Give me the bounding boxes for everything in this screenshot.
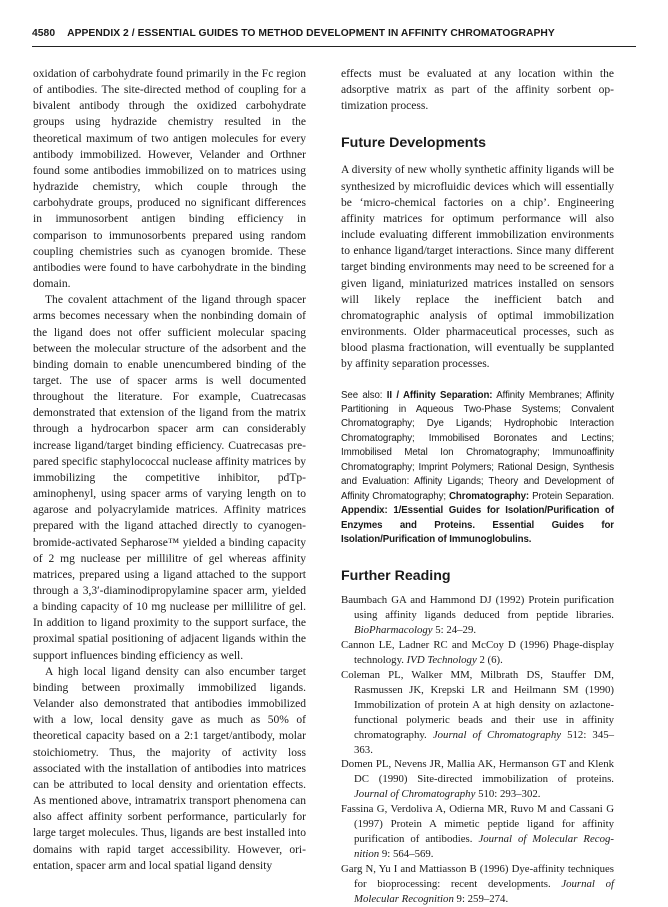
header-rule (32, 46, 636, 47)
body-paragraph-continued: effects must be evaluated at any location within the adsorptive matrix as part of the affinity sorbent optimization process. (341, 68, 614, 113)
left-column (33, 66, 306, 874)
reference-item: Coleman PL, Walker MM, Milbrath DS, Stauffer DM, Rasmussen JK, Krepski LR and Heilmann SM (1990) Immobilization of protein A at high density on azlactone-functional polymeric beads and their use in affinity chromatography. Journal of Chromatography 512: 345–363. (341, 669, 615, 756)
body-paragraph-3: A high local ligand density can also encumber target binding between proximally immobilized ligands. Velander also demonstrated that antibodies immobilized with a low, local density gave as much as 50% of theoretical capacity based on a 2:1 target/antibody, molar stoichiometry. Thus, the majority of activity loss associated with the installation of antibodies into matrices can be attributed to local density and orientation effects. As mentioned above, intramatrix transport phenomena can also affect affinity sorbent performance, particularly for large target molecules. Thus, ligands are best installed into domains with rapid target accessibility. However, orientation, spacer arm and local spatial ligand density (33, 665, 306, 872)
body-paragraph-1: oxidation of carbohydrate found primarily in the Fc region of antibodies. The site-directed method of coupling for a bivalent antibody through the oxidized carbohydrate groups using hydrazide chemistry resulted in the theoretical maximum of two antigen molecules for every antibody immobilized. However, Velander and Orthner found some antibodies immobilized on to matrices using hydrazide chemistry, which couple through the carbohydrate groups, produced no significant differences in immunosorbent antigen binding efficiency in comparison to immunosorbents prepared using random coupling chemistries such as cyanogen bromide. These antibodies were found to have carbohydrate in the binding domain. (33, 68, 306, 291)
reference-item: Baumbach GA and Hammond DJ (1992) Protein purification using affinity ligands deduced from peptide libraries. BioPharmacology 5: 24–29. (341, 594, 614, 637)
see-also-appendix[interactable]: Appendix: 1/Essential Guides for Isolation/Purification of Enzymes and Proteins. Essential Guides for Isolation/Purification of Immunoglobulins. (341, 505, 614, 546)
reference-journal: Journal of Molecular Recognition (354, 877, 614, 905)
reference-item: Fassina G, Verdoliva A, Odierna MR, Ruvo M and Cassani G (1997) Protein A mimetic peptide ligand for affinity purification of antibodies. Journal of Molecular Recognition 9: 564–569. (341, 803, 614, 860)
see-also (341, 389, 614, 548)
right-column (341, 66, 614, 907)
see-also-section[interactable]: II / Affinity Separation: (386, 389, 493, 401)
body-paragraph-2: The covalent attachment of the ligand through spacer arms becomes necessary when the nonbinding domain of the ligand does not offer sufficient molecular spacing between the molecular structure of the adsorbent and the binding domain to enable unencumbered binding of the target. The use of spacer arms is well documented throughout the literature. For example, Cuatrecasas demonstrated that extension of the ligand from the matrix through a hydrocarbon spacer arm can considerably increase ligand/target binding efficiency. Cuatrecasas prepared specific staphylococcal nuclease affinity matrices by immobilizing the competitive inhibitor, pdTp-aminophenyl, using spacer arms of varying length on to agarose and polyacrylamide matrices. Affinity matrices prepared with the ligand attached directly to cyanogen-bromide-activated Sepharose™ yielded a binding capacity of 2 mg nuclease per millilitre of gel whereas affinity matrices, prepared using a ligand attached to the support through a 3,3′-diaminodipropylamine spacer arm, yielded a binding capacity of 10 mg nuclease per millilitre of gel. In addition to ligand proximity to the support surface, the proximal spatial positioning of adjacent ligands within the support influences binding efficiency as well. (33, 294, 306, 662)
further-reading-heading: Further Reading (341, 568, 451, 585)
reference-item: Garg N, Yu I and Mattiasson B (1996) Dye-affinity techniques for bioprocessing: recent developments. Journal of Molecular Recognition 9: 259–274. (341, 862, 614, 905)
reference-journal: BioPharmacology (354, 624, 433, 637)
see-also-chromatography[interactable]: Chromatography: (449, 490, 530, 502)
reference-journal: Journal of Chromatography (432, 728, 562, 741)
future-developments-paragraph: A diversity of new wholly synthetic affinity ligands will be synthesized by microfluidic devices which will essentially be ‘micro-chemical factories on a chip’. Engineering affinity matrices for optimum performance will also include evaluating different immobilization environments to enhance ligand/target interactions. Since many different target binding environments may need to be screened for a given ligand, miniaturized matrices installed on sensors will likely replace the inefficient batch and chromatographic analysis of optimal immobilization environments. Older pharmaceutical processes, such as blood plasma fractionation, will eventually be supplanted by affinity separation processes. (341, 164, 614, 371)
running-title: APPENDIX 2 / ESSENTIAL GUIDES TO METHOD DEVELOPMENT IN AFFINITY CHROMATOGRAPHY (67, 28, 555, 39)
future-developments-heading: Future Developments (341, 135, 487, 152)
see-also-label: See also: (341, 389, 383, 401)
reference-item: Domen PL, Nevens JR, Mallia AK, Hermanson GT and Klenk DC (1990) Site-directed immobilization of proteins. Journal of Chromatography 510: 293–302. (341, 758, 614, 801)
see-also-topics[interactable]: Affinity Membranes; Affinity Partitioning in Aqueous Two-Phase Systems; Convalent Chromatography; Dye Ligands; Hydrophobic Interaction Chromatography; Immobilised Boronates and Lectins; Immobilised Metal Ion Chromatography; Immunoaffinity Chromatography; Imprint Polymers; Rational Design, Synthesis and Evaluation: Affinity Ligands; Theory and Development of Affinity Chromatography; (341, 389, 615, 502)
running-head (32, 28, 636, 39)
reference-list (341, 593, 614, 906)
page-number: 4580 (32, 28, 56, 39)
reference-journal: Journal of Molecular Recognition (354, 832, 614, 860)
reference-item: Cannon LE, Ladner RC and McCoy D (1996) Phage-display technology. IVD Technology 2 (6). (341, 639, 614, 667)
reference-journal: IVD Technology (406, 654, 477, 667)
reference-journal: Journal of Chromatography (354, 788, 476, 801)
see-also-protein-separation[interactable]: Protein Separation. (532, 490, 614, 502)
